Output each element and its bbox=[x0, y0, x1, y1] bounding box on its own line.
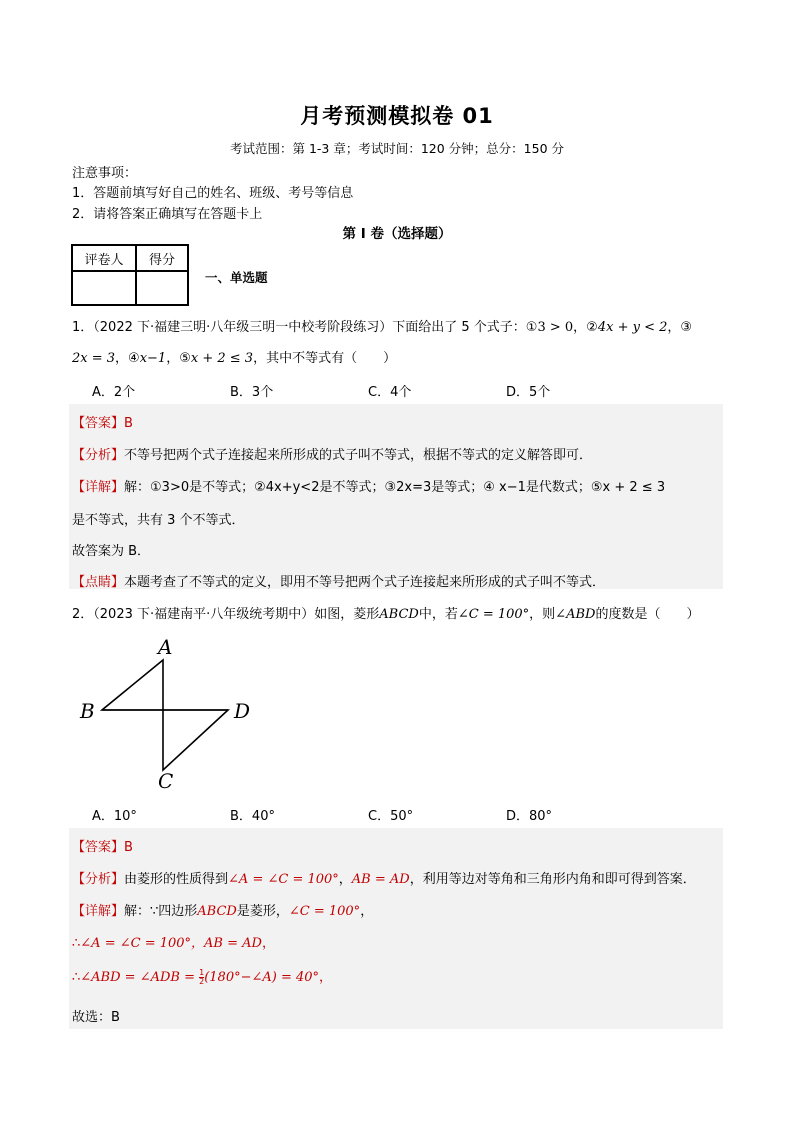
note-item-2: 2．请将答案正确填写在答题卡上 bbox=[72, 207, 263, 222]
q2-option-a[interactable]: A．10° bbox=[92, 809, 137, 824]
q2-option-c[interactable]: C．50° bbox=[368, 809, 414, 824]
rhombus-outline bbox=[102, 660, 228, 770]
vertex-label-d: D bbox=[234, 699, 251, 723]
q2-solution-panel bbox=[69, 828, 723, 1029]
q1-solution-panel bbox=[69, 404, 723, 589]
q1-stem-line2: 2x = 3，④x−1，⑤x + 2 ≤ 3，其中不等式有（ ） bbox=[72, 351, 397, 366]
q1-answer: 【答案】B bbox=[72, 416, 133, 431]
q1-stem-line1: 1．（2022 下·福建三明·八年级三明一中校考阶段练习）下面给出了 5 个式子：①3 > 0，②4x + y < 2，③ bbox=[72, 320, 693, 335]
q2-detail-line3: ∴∠ABD = ∠ADB = $\frac{1}{2}$ (180°−∠A) = 40°， bbox=[72, 968, 333, 986]
q2-option-d[interactable]: D．80° bbox=[506, 809, 553, 824]
q1-conclusion: 故答案为 B． bbox=[72, 544, 151, 559]
q1-detail: 【详解】解：①3>0是不等式；②4x+y<2是不等式；③2x=3是等式；④ x−1是代数式；⑤x + 2 ≤ 3 bbox=[72, 480, 666, 495]
vertex-label-a: A bbox=[158, 635, 173, 659]
q2-option-b[interactable]: B．40° bbox=[230, 809, 275, 824]
part-title: 一、单选题 bbox=[205, 270, 268, 285]
q2-final: 故选：B bbox=[72, 1010, 120, 1025]
q2-analysis: 【分析】由菱形的性质得到∠A = ∠C = 100°，AB = AD，利用等边对等角和三角形内角和即可得到答案． bbox=[72, 872, 696, 887]
note-item-1: 1．答题前填写好自己的姓名、班级、考号等信息 bbox=[72, 186, 354, 201]
q1-detail-continued: 是不等式，共有 3 个不等式． bbox=[72, 513, 245, 528]
rhombus-figure bbox=[70, 632, 270, 797]
score-table-grader-cell[interactable] bbox=[72, 271, 136, 305]
exam-info: 考试范围：第 1-3 章；考试时间：120 分钟；总分：150 分 bbox=[229, 141, 565, 156]
q2-detail-line2: ∴∠A = ∠C = 100°，AB = AD， bbox=[72, 936, 275, 951]
q2-stem: 2．（2023 下·福建南平·八年级统考期中）如图，菱形ABCD中，若∠C = 100°，则∠ABD的度数是（ ） bbox=[72, 607, 700, 622]
vertex-label-b: B bbox=[80, 699, 95, 723]
q1-options bbox=[92, 381, 644, 400]
q1-option-d[interactable]: D．5个 bbox=[506, 385, 551, 400]
score-table-grader-header: 评卷人 bbox=[72, 245, 136, 271]
q2-options bbox=[92, 805, 644, 824]
q2-detail: 【详解】解：∵四边形ABCD是菱形，∠C = 100°， bbox=[72, 904, 374, 919]
score-table bbox=[71, 244, 189, 306]
score-table-score-cell[interactable] bbox=[136, 271, 188, 305]
q2-answer: 【答案】B bbox=[72, 840, 133, 855]
fraction-one-half: $\frac{1}{2}$ bbox=[199, 968, 205, 986]
notes-heading: 注意事项： bbox=[72, 166, 138, 181]
vertex-label-c: C bbox=[158, 769, 174, 793]
q1-option-b[interactable]: B．3个 bbox=[230, 385, 274, 400]
q1-option-c[interactable]: C．4个 bbox=[368, 385, 412, 400]
q1-option-a[interactable]: A．2个 bbox=[92, 385, 136, 400]
q1-analysis: 【分析】不等号把两个式子连接起来所形成的式子叫不等式，根据不等式的定义解答即可． bbox=[72, 448, 593, 463]
section-heading: 第 I 卷（选择题） bbox=[342, 226, 452, 242]
score-table-score-header: 得分 bbox=[136, 245, 188, 271]
q1-comment: 【点睛】本题考查了不等式的定义，即用不等号把两个式子连接起来所形成的式子叫不等式． bbox=[72, 575, 606, 590]
page-title: 月考预测模拟卷 01 bbox=[300, 104, 494, 128]
